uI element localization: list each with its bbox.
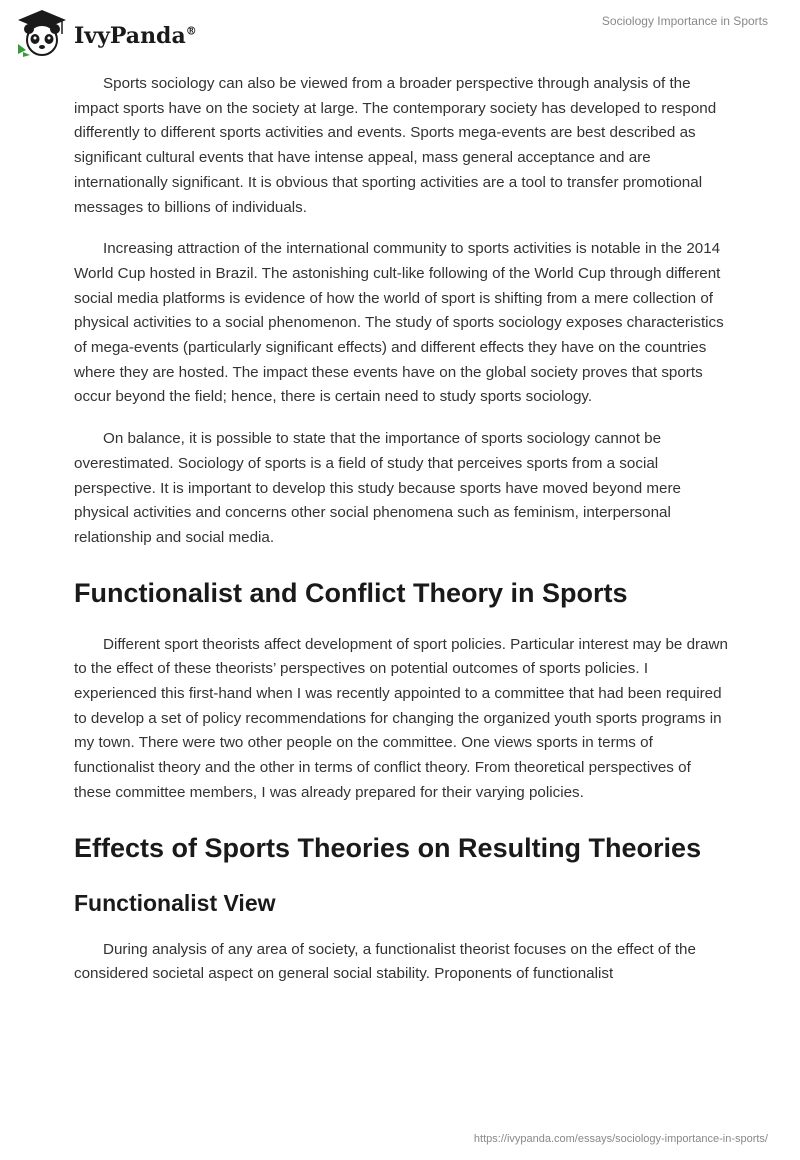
essay-content xyxy=(74,72,729,1004)
subheading-functionalist-view: Functionalist View xyxy=(74,889,276,916)
paragraph-broader-perspective: Sports sociology can also be viewed from a broader perspective through analysis of the impact sports have on the society at large. The contemporary society has developed to respond differently to different sports activities and events. Sports mega-events are best described as significant cultural events that have intense appeal, mass general acceptance and are internationally significant. It is obvious that sporting activities are a tool to transfer promotional messages to billions of individuals. xyxy=(74,75,717,216)
brand-name: IvyPanda® xyxy=(74,23,197,49)
heading-functionalist-conflict: Functionalist and Conflict Theory in Sports xyxy=(74,577,628,608)
paragraph-world-cup: Increasing attraction of the international community to sports activities is notable in the 2014 World Cup hosted in Brazil. The astonishing cult-like following of the World Cup through different social media platforms is evidence of how the world of sport is shifting from a mere collection of physical activities to a social phenomenon. The study of sports sociology exposes characteristics of mega-events (particularly significant effects) and different effects they have on the countries where they are hosted. The impact these events have on the global society proves that sports occur beyond the field; hence, there is certain need to study sports sociology. xyxy=(74,240,724,406)
brand-logo[interactable] xyxy=(14,8,197,58)
paragraph-sport-theorists: Different sport theorists affect development of sport policies. Particular interest may be drawn to the effect of these theorists’ perspectives on potential outcomes of sports policies. I experienced this first-hand when I was recently appointed to a committee that had been required to develop a set of policy recommendations for changing the organized youth sports programs in my town. There were two other people on the committee. One views sports in terms of functionalist theory and the other in terms of conflict theory. From theoretical perspectives of these committee members, I was already prepared for their varying policies. xyxy=(74,635,728,801)
paragraph-functionalist-analysis: During analysis of any area of society, a functionalist theorist focuses on the effect of the considered societal aspect on general social stability. Proponents of functionalist xyxy=(74,940,696,983)
running-title: Sociology Importance in Sports xyxy=(601,14,768,28)
heading-effects-of-theories: Effects of Sports Theories on Resulting Theories xyxy=(74,832,702,863)
source-url[interactable]: https://ivypanda.com/essays/sociology-importance-in-sports/ xyxy=(473,1133,768,1145)
paragraph-on-balance: On balance, it is possible to state that the importance of sports sociology cannot be overestimated. Sociology of sports is a field of study that perceives sports from a social perspective. It is important to develop this study because sports have moved beyond mere physical activities and concerns other social phenomena such as feminism, interpersonal relationship and social media. xyxy=(74,430,681,546)
page-header xyxy=(0,0,800,70)
panda-graduate-icon xyxy=(14,8,70,58)
